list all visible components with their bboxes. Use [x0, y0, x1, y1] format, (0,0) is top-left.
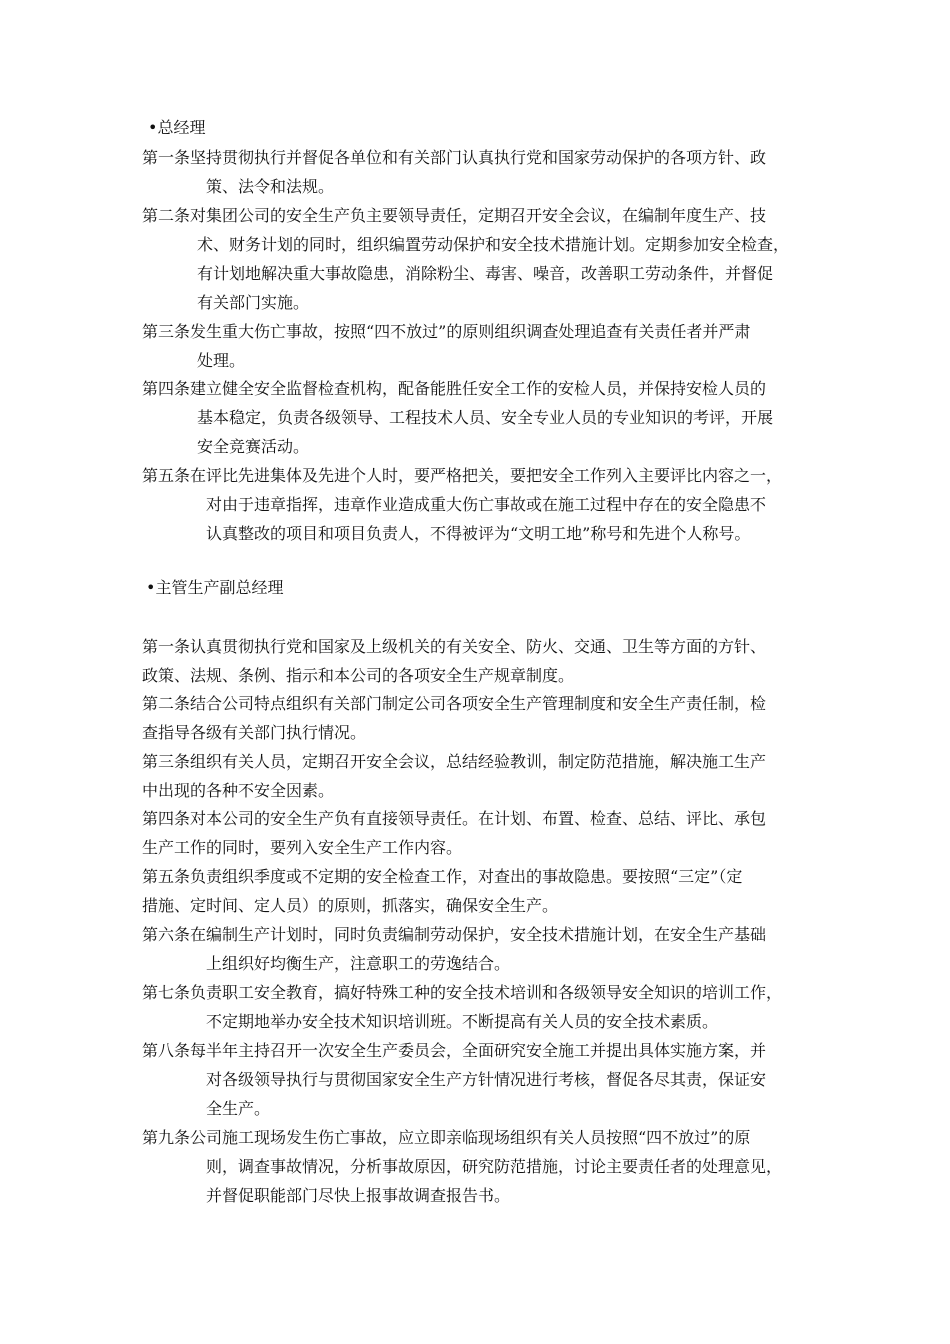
clause-line: 第一条坚持贯彻执行并督促各单位和有关部门认真执行党和国家劳动保护的各项方针、政	[142, 148, 767, 167]
clause-line: 有关部门实施。	[197, 293, 310, 312]
clause-line: 政策、法规、条例、指示和本公司的各项安全生产规章制度。	[142, 666, 575, 685]
clause-line: 策、法令和法规。	[206, 177, 335, 196]
clause-line: 第一条认真贯彻执行党和国家及上级机关的有关安全、防火、交通、卫生等方面的方针、	[142, 637, 767, 656]
clause-line: 处理。	[197, 351, 246, 370]
clause-line: 对各级领导执行与贯彻国家安全生产方针情况进行考核，督促各尽其责，保证安	[206, 1070, 767, 1089]
clause-line: 对由于违章指挥，违章作业造成重大伤亡事故或在施工过程中存在的安全隐患不	[206, 495, 767, 514]
clause-line: 上组织好均衡生产，注意职工的劳逸结合。	[206, 954, 511, 973]
clause-line: 术、财务计划的同时，组织编置劳动保护和安全技术措施计划。定期参加安全检查，	[197, 235, 790, 254]
clause-line: 第七条负责职工安全教育，搞好特殊工种的安全技术培训和各级领导安全知识的培训工作，	[142, 983, 783, 1002]
clause-line: 全生产。	[206, 1099, 271, 1118]
clause-line: 措施、定时间、定人员）的原则，抓落实，确保安全生产。	[142, 896, 559, 915]
clause-line: 安全竞赛活动。	[197, 437, 310, 456]
clause-line: 第二条结合公司特点组织有关部门制定公司各项安全生产管理制度和安全生产责任制，检	[142, 694, 767, 713]
clause-line: 则，调查事故情况，分析事故原因，研究防范措施，讨论主要责任者的处理意见，	[206, 1157, 783, 1176]
clause-line: 并督促职能部门尽快上报事故调查报告书。	[206, 1186, 511, 1205]
section-heading-general-manager: •总经理	[148, 118, 206, 137]
clause-line: 中出现的各种不安全因素。	[142, 781, 335, 800]
clause-line: 第五条在评比先进集体及先进个人时，要严格把关，要把安全工作列入主要评比内容之一，	[142, 466, 783, 485]
clause-line: 生产工作的同时，要列入安全生产工作内容。	[142, 838, 463, 857]
clause-line: 第三条发生重大伤亡事故，按照“四不放过”的原则组织调查处理追查有关责任者并严肃	[142, 322, 751, 341]
clause-line: 不定期地举办安全技术知识培训班。不断提高有关人员的安全技术素质。	[206, 1012, 719, 1031]
clause-line: 有计划地解决重大事故隐患，消除粉尘、毒害、噪音，改善职工劳动条件，并督促	[197, 264, 774, 283]
clause-line: 第四条对本公司的安全生产负有直接领导责任。在计划、布置、检查、总结、评比、承包	[142, 809, 767, 828]
clause-line: 第二条对集团公司的安全生产负主要领导责任，定期召开安全会议，在编制年度生产、技	[142, 206, 767, 225]
clause-line: 第九条公司施工现场发生伤亡事故，应立即亲临现场组织有关人员按照“四不放过”的原	[142, 1128, 751, 1147]
clause-line: 第六条在编制生产计划时，同时负责编制劳动保护，安全技术措施计划，在安全生产基础	[142, 925, 767, 944]
clause-line: 认真整改的项目和项目负责人，不得被评为“文明工地”称号和先进个人称号。	[206, 524, 751, 543]
clause-line: 第八条每半年主持召开一次安全生产委员会，全面研究安全施工并提出具体实施方案，并	[142, 1041, 767, 1060]
clause-line: 第三条组织有关人员，定期召开安全会议，总结经验教训，制定防范措施，解决施工生产	[142, 752, 767, 771]
clause-line: 基本稳定，负责各级领导、工程技术人员、安全专业人员的专业知识的考评，开展	[197, 408, 774, 427]
section-heading-deputy-general-manager: •主管生产副总经理	[146, 578, 284, 597]
clause-line: 查指导各级有关部门执行情况。	[142, 723, 367, 742]
clause-line: 第四条建立健全安全监督检查机构，配备能胜任安全工作的安检人员，并保持安检人员的	[142, 379, 767, 398]
clause-line: 第五条负责组织季度或不定期的安全检查工作，对查出的事故隐患。要按照“三定”（定	[142, 867, 743, 886]
